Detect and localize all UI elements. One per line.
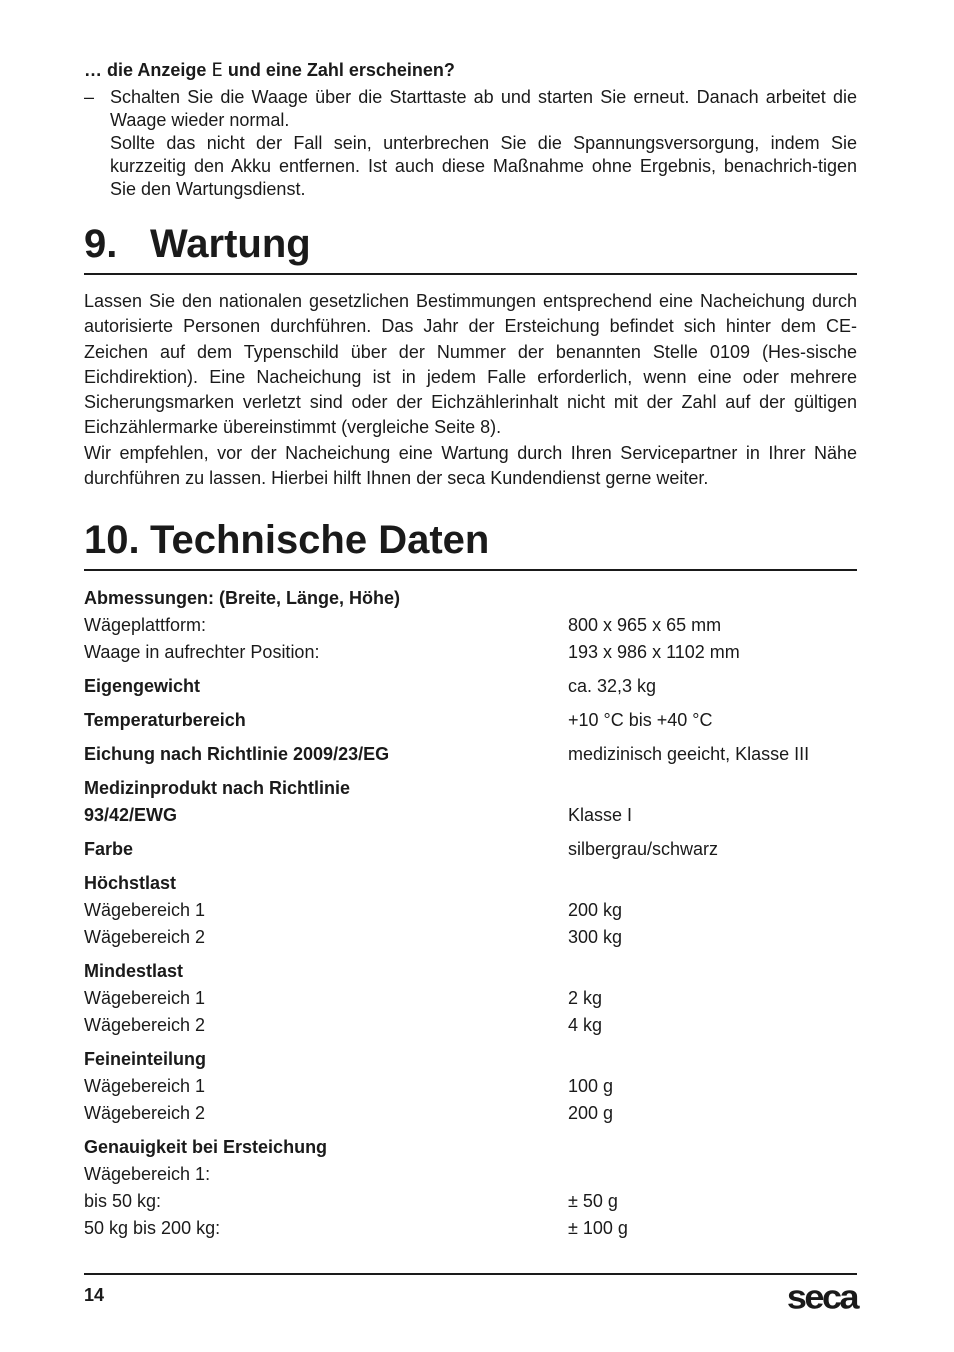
spec-value: 200 g (568, 1103, 614, 1124)
spec-label: Wägebereich 1: (84, 1164, 211, 1185)
spec-group-genauigkeit (84, 1134, 857, 1242)
spec-label: Wägebereich 1 (84, 900, 206, 921)
wartung-paragraph-1: Lassen Sie den nationalen gesetzlichen Bestimmungen entsprechend eine Nacheichung durch autorisierte Personen durchführen. Das Jahr der Ersteichung befindet sich hinter dem CE-Zeichen auf dem Typenschild über der Nummer der benannten Stelle 0109 (Hes-sische Eichdirektion). Eine Nacheichung ist in jedem Falle erforderlich, wenn eine oder mehrere Sicherungsmarken verletzt sind oder der Eichzählerinhalt nicht mit der Zahl auf der gültigen Eichzählermarke übereinstimmt (vergleiche Seite 8). (84, 291, 857, 438)
spec-label: Temperaturbereich (84, 710, 246, 731)
spec-value: 4 kg (568, 1015, 603, 1036)
spec-value: +10 °C bis +40 °C (568, 710, 713, 731)
page-footer (84, 1273, 857, 1315)
spec-value: 800 x 965 x 65 mm (568, 615, 722, 636)
section-heading-technische-daten (84, 517, 857, 571)
spec-label: Wägebereich 1 (84, 1076, 206, 1097)
section-heading-wartung (84, 221, 857, 275)
spec-value: silbergrau/schwarz (568, 839, 719, 860)
spec-value: 2 kg (568, 988, 603, 1009)
spec-label: Wägebereich 2 (84, 1015, 206, 1036)
spec-value: 200 kg (568, 900, 623, 921)
spec-row-eichung (84, 741, 857, 768)
spec-label: Eigengewicht (84, 676, 201, 697)
wartung-paragraph-2: Wir empfehlen, vor der Nacheichung eine Wartung durch Ihren Servicepartner in Ihrer Nähe durchführen zu lassen. Hierbei hilft Ihnen der seca Kundendienst gerne weiter. (84, 442, 857, 489)
spec-value: medizinisch geeicht, Klasse III (568, 744, 810, 765)
section-number: 10. (84, 518, 140, 563)
spec-group-hoechstlast (84, 870, 857, 951)
spec-value: 100 g (568, 1076, 614, 1097)
spec-row-farbe (84, 836, 857, 863)
faq-question-suffix: und eine Zahl erscheinen? (227, 60, 455, 80)
section-title: Wartung (150, 222, 311, 266)
spec-value: Klasse I (568, 805, 633, 826)
seca-logo: seca (786, 1277, 857, 1316)
spec-table (84, 585, 857, 1242)
spec-label: Mindestlast (84, 961, 184, 982)
spec-value: ± 50 g (568, 1191, 618, 1212)
faq-answer-paragraph-2: Sollte das nicht der Fall sein, unterbrechen Sie die Spannungsversorgung, indem Sie kurzzeitig den Akku entfernen. Ist auch diese Maßnahme ohne Ergebnis, benachrich-tigen Sie den Wartungsdienst. (110, 133, 857, 199)
spec-label: Höchstlast (84, 873, 177, 894)
spec-label: Eichung nach Richtlinie 2009/23/EG (84, 744, 390, 765)
wartung-body (84, 289, 857, 491)
page-number: 14 (84, 1285, 105, 1305)
spec-label: Abmessungen: (Breite, Länge, Höhe) (84, 588, 401, 609)
page-content (84, 58, 857, 1249)
dash-bullet: – (84, 87, 95, 107)
spec-label: Genauigkeit bei Ersteichung (84, 1137, 328, 1158)
section-number: 9. (84, 222, 118, 266)
spec-label-line-1: Medizinprodukt nach Richtlinie (84, 778, 351, 799)
spec-row-eigengewicht (84, 673, 857, 700)
faq-answer (84, 86, 857, 201)
spec-label: Waage in aufrechter Position: (84, 642, 320, 663)
spec-group-abmessungen (84, 585, 857, 666)
spec-value: ca. 32,3 kg (568, 676, 657, 697)
spec-value: 193 x 986 x 1102 mm (568, 642, 740, 663)
faq-answer-paragraph-1: Schalten Sie die Waage über die Starttaste ab und starten Sie erneut. Danach arbeitet die Waage wieder normal. (110, 87, 857, 130)
spec-group-feineinteilung (84, 1046, 857, 1127)
spec-label: Farbe (84, 839, 134, 860)
spec-row-temperatur (84, 707, 857, 734)
spec-label: Wägebereich 1 (84, 988, 206, 1009)
spec-value: 300 kg (568, 927, 623, 948)
spec-label: Wägebereich 2 (84, 1103, 206, 1124)
faq-question (84, 58, 857, 82)
spec-label: Feineinteilung (84, 1049, 207, 1070)
spec-label: Wägeplattform: (84, 615, 207, 636)
spec-row-medizinprodukt (84, 775, 857, 829)
section-title: Technische Daten (150, 518, 490, 563)
spec-label-line-2: 93/42/EWG (84, 805, 178, 826)
spec-label: Wägebereich 2 (84, 927, 206, 948)
spec-group-mindestlast (84, 958, 857, 1039)
faq-question-prefix: … die Anzeige (84, 60, 207, 80)
display-e-symbol: E (211, 59, 223, 81)
spec-label: bis 50 kg: (84, 1191, 162, 1212)
spec-label: 50 kg bis 200 kg: (84, 1218, 221, 1239)
spec-value: ± 100 g (568, 1218, 628, 1239)
spec-label (84, 775, 568, 829)
